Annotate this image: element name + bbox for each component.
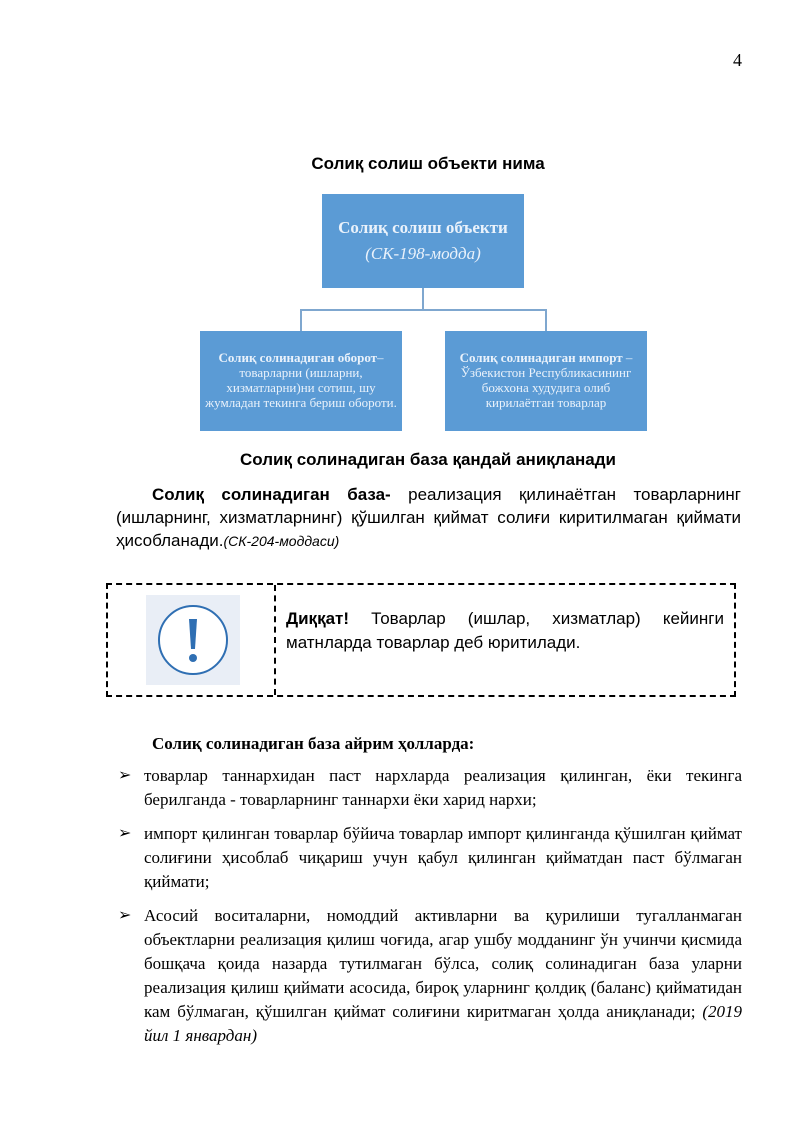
- list-item: [118, 904, 742, 1048]
- notice-text: [276, 585, 734, 695]
- notice-icon-cell: [108, 585, 276, 695]
- connector-vertical: [422, 288, 424, 309]
- section-heading-base: Солиқ солинадиган база қандай аниқланади: [240, 450, 616, 469]
- connector-left: [300, 309, 302, 331]
- list-item-date-note: (2019 йил 1 январдан): [144, 1002, 742, 1045]
- list-item-text: Асосий воситаларни, номоддий активларни ва қурилиши тугалланмаган объектларни реализация қилиш чоғида, агар ушбу модданинг ўн учинчи қисмида бошқача қоида назарда тутилмаган бўлса, солиқ солинадиган база уларни реализация қилиш қиймати асосида, бироқ уларнинг қолдиқ (баланс) қийматидан кам бўлмаган, қўшилган қиймат солиғини киритмаган ҳолда аниқланади;: [144, 906, 742, 1021]
- page-number: 4: [733, 50, 742, 70]
- connector-horizontal: [300, 309, 546, 311]
- cases-heading: Солиқ солинадиган база айрим ҳолларда:: [152, 734, 475, 753]
- notice-bold: Диққат!: [286, 609, 350, 628]
- section-heading-object: Солиқ солиш объекти нима: [311, 154, 545, 173]
- exclamation-circle-icon: [146, 595, 240, 685]
- list-item: [118, 764, 742, 812]
- diagram-root-box: [322, 194, 524, 288]
- diagram-import-box: [445, 331, 647, 431]
- arrow-bullet-icon: ➢: [118, 767, 132, 784]
- definition-reference: (СК-204-моддаси): [223, 533, 340, 549]
- turnover-bold: Солиқ солинадиган оборот: [218, 350, 378, 366]
- turnover-text: [204, 351, 398, 411]
- diagram-turnover-box: [200, 331, 402, 431]
- arrow-bullet-icon: ➢: [118, 907, 132, 924]
- import-text: [449, 351, 643, 411]
- definition-term: Солиқ солинадиган база-: [152, 485, 391, 504]
- import-bold: Солиқ солинадиган импорт: [459, 350, 623, 366]
- import-desc: – Ўзбекистон Республикасининг божхона худудига олиб кирилаётган товарлар: [460, 350, 633, 410]
- notice-body: Товарлар (ишлар, хизматлар) кейинги матнларда товарлар деб юритилади.: [286, 609, 724, 652]
- arrow-bullet-icon: ➢: [118, 825, 132, 842]
- definition-paragraph: [116, 483, 741, 553]
- list-item-text: товарлар таннархидан паст нархларда реализация қилинган, ёки текинга берилганда - товарларнинг таннархи ёки харид нархи;: [144, 766, 742, 809]
- notice-box: [106, 583, 736, 697]
- cases-list: [118, 764, 742, 1058]
- connector-right: [545, 309, 547, 331]
- turnover-desc: –товарларни (ишларни, хизматларни)ни сотиш, шу жумладан текинга бериш обороти.: [205, 350, 397, 410]
- list-item: [118, 822, 742, 894]
- diagram-root-title: Солиқ солиш объекти: [338, 218, 508, 238]
- definition-text: реализация қилинаётган товарларнинг (ишларнинг, хизматларнинг) қўшилган қиймат солиғи киритилмаган қиймати ҳисобланади.: [116, 485, 741, 550]
- diagram-root-subtitle: (СК-198-модда): [365, 244, 481, 263]
- list-item-text: импорт қилинган товарлар бўйича товарлар импорт қилинганда қўшилган қиймат солиғини ҳисоблаб чиқариш учун қабул қилинган қийматдан паст бўлмаган қиймати;: [144, 824, 742, 891]
